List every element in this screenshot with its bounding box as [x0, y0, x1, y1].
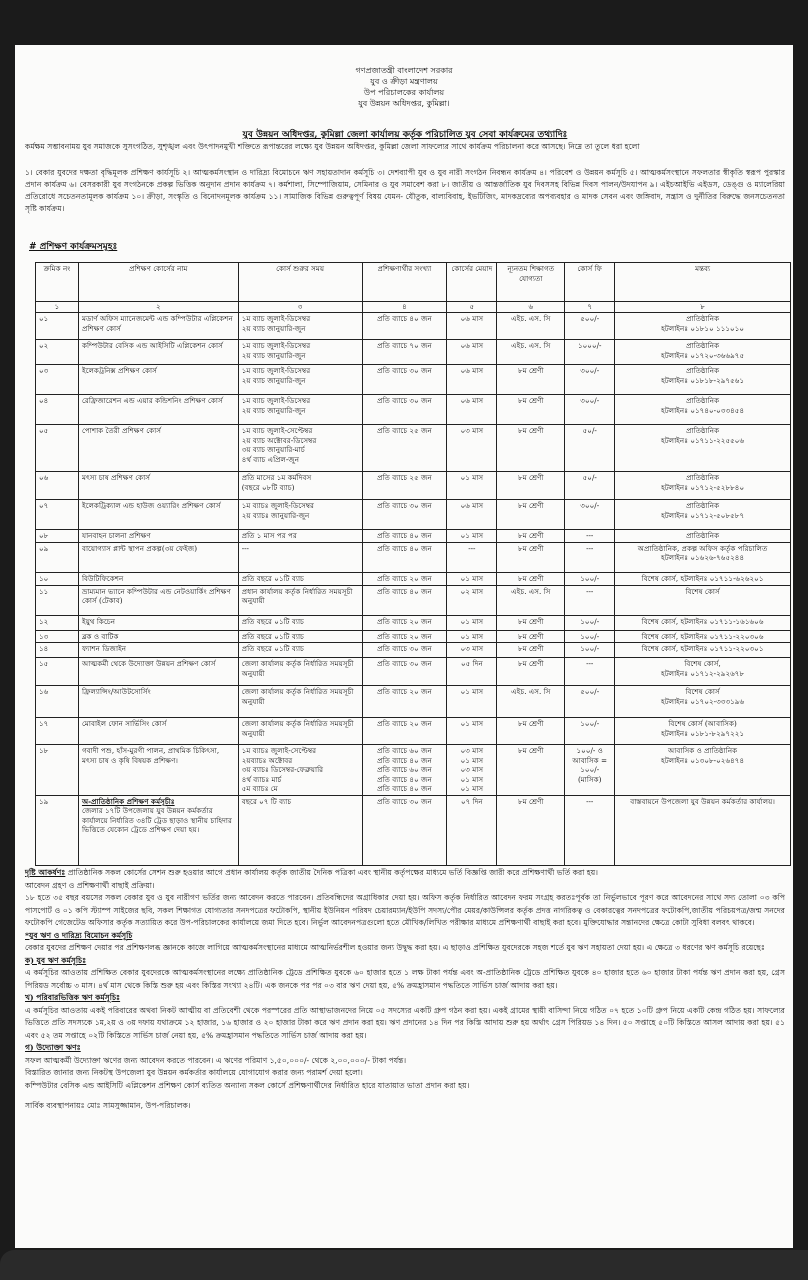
course-name-cell: ইলেকট্রনিক্স প্রশিক্ষণ কোর্স: [78, 365, 238, 395]
serial-cell: ১৩: [36, 630, 79, 643]
table-row: [36, 615, 791, 630]
course-name-cell: ভ্রাম্যমান ভ্যানে কম্পিউটার এন্ড নেটওয়ার্কিং প্রশিক্ষণ কোর্স (টেকাব): [78, 585, 238, 615]
course-name-cell: বায়োগ্যাস প্লান্ট স্থাপন প্রকল্প(৩য় ফেইজ): [78, 542, 238, 572]
course-name-cell: ফ্যাশন ডিজাইন: [78, 643, 238, 658]
min-qualification-cell: এইচ. এস. সি: [497, 585, 565, 615]
course-fee-cell: ১০০/-: [565, 572, 615, 585]
remarks-cell: প্রাতিষ্ঠানিক: [615, 530, 791, 543]
start-time-cell: বছরে ০৭ টি ব্যাচ: [238, 795, 362, 865]
column-number: ৬: [497, 302, 565, 313]
course-fee-cell: ১০০/-: [565, 643, 615, 658]
serial-cell: ০৭: [36, 500, 79, 530]
remarks-cell: বিশেষ কোর্স, হটলাইনঃ ০১৭১১-২২০৩০৬: [615, 630, 791, 643]
column-header: ক্রমিক নং: [36, 263, 79, 302]
serial-cell: ১৮: [36, 745, 79, 796]
remarks-cell: বিশেষ কোর্স, হটলাইনঃ ০১৭১১-২২০৩০১: [615, 643, 791, 658]
course-name-cell: ফ্রিল্যান্সিং/আউটসোর্সিং: [78, 686, 238, 718]
serial-cell: ১৪: [36, 643, 79, 658]
serial-cell: ০৩: [36, 365, 79, 395]
remarks-cell: বিশেষ কোর্স (আবাসিক) হটলাইনঃ ০১৮১-৮২৯৭২২১: [615, 718, 791, 745]
course-fee-cell: ৫০/-: [565, 472, 615, 500]
start-time-cell: ১ম ব্যাচ জুলাই-সেপ্টেম্বর ২য় ব্যাচ অক্টোবর-ডিসেম্বর ৩য় ব্যাচ জানুয়ারি-মার্চ ৪র্থ ব্যাচ এপ্রিল-জুন: [238, 425, 362, 472]
column-header: ন্যূনতম শিক্ষাগত যোগ্যতা: [497, 263, 565, 302]
duration-cell: ০৬ মাস: [447, 500, 497, 530]
table-column-number-row: [36, 302, 791, 313]
min-qualification-cell: ৮ম শ্রেণী: [497, 500, 565, 530]
trainee-count-cell: প্রতি ব্যাচে ৪০ জন: [362, 585, 447, 615]
start-time-cell: ১ম ব্যাচঃ জুলাই-সেপ্টেম্বর ২য়ব্যাচঃ অক্টোবর ৩য় ব্যাচঃ ডিসেম্বর-ফেব্রুয়ারি ৪র্থ ব্যাচঃ মার্চ ৫ম ব্যাচঃ মে: [238, 745, 362, 796]
start-time-cell: জেলা কার্যালয় কর্তৃক নির্ধারিত সময়সূচী অনুযায়ী: [238, 686, 362, 718]
course-name-cell: পোশাক তৈরী প্রশিক্ষণ কোর্স: [78, 425, 238, 472]
start-time-cell: প্রধান কার্যালয় কর্তৃক নির্ধারিত সময়সূচী অনুযায়ী: [238, 585, 362, 615]
remarks-cell: বিশেষ কোর্স, হটলাইনঃ ০১৭১১-৬২৬২০১: [615, 572, 791, 585]
duration-cell: ০৩ মাস: [447, 425, 497, 472]
serial-cell: ১৬: [36, 686, 79, 718]
remarks-cell: বাস্তবায়নে উপজেলা যুব উন্নয়ন কর্মকর্তার কার্যালয়।: [615, 795, 791, 865]
remarks-cell: প্রাতিষ্ঠানিক হটলাইনঃ ০১৭১১-২২৫৫০৬: [615, 425, 791, 472]
start-time-cell: জেলা কার্যালয় কর্তৃক নির্ধারিত সময়সূচী অনুযায়ী: [238, 658, 362, 686]
intro-paragraph: কর্মক্ষম সম্ভাবনাময় যুব সমাজকে সুসংগঠিত, সুশৃঙ্খল এবং উৎপাদনমুখী শক্তিতে রূপান্তরের লক্ষ্যে যুব উন্নয়ন অধিদপ্তর, কুমিল্লা জেলা সাফল্যের সাথে কার্যক্রম পরিচালনা করে আসছে। নিম্নে তা তুলে ধরা হলো: [25, 142, 640, 151]
min-qualification-cell: ৮ম শ্রেণী: [497, 572, 565, 585]
table-row: [36, 530, 791, 543]
duration-cell: ০১ মাস: [447, 472, 497, 500]
course-name-cell: মোবাইল ফোন সার্ভিসিং কোর্স: [78, 718, 238, 745]
trainee-count-cell: প্রতি ব্যাচে ৩০ জন: [362, 658, 447, 686]
min-qualification-cell: ৮ম শ্রেণী: [497, 542, 565, 572]
duration-cell: ০৩ মাস: [447, 643, 497, 658]
remarks-cell: প্রাতিষ্ঠানিক হটলাইনঃ ০১৭৪০-০৩৩৪৫৪: [615, 395, 791, 425]
course-name-cell: গবাদী পশু, হাঁস-মুরগী পালন, প্রাথমিক চিকিৎসা, মৎস্য চাষ ও কৃষি বিষয়ক প্রশিক্ষণ।: [78, 745, 238, 796]
table-body: [36, 313, 791, 866]
serial-cell: ০৫: [36, 425, 79, 472]
course-fee-cell: ---: [565, 795, 615, 865]
serial-cell: ১০: [36, 572, 79, 585]
letterhead: [15, 65, 793, 109]
govt-name: গণপ্রজাতন্ত্রী বাংলাদেশ সরকার: [355, 66, 453, 75]
table-row: [36, 340, 791, 365]
course-fee-cell: ---: [565, 585, 615, 615]
course-fee-cell: ---: [565, 658, 615, 686]
course-name-cell: ইয়ুথ কিচেন: [78, 615, 238, 630]
table-row: [36, 425, 791, 472]
course-name-cell: [78, 795, 238, 865]
duration-cell: ০৬ মাস: [447, 365, 497, 395]
remarks-cell: প্রাতিষ্ঠানিক হটলাইনঃ ০১৮১৮-২৯৭৫৬১: [615, 365, 791, 395]
course-fee-cell: ---: [565, 530, 615, 543]
column-header: কোর্স শুরুর সময়: [238, 263, 362, 302]
trainee-count-cell: প্রতি ব্যাচে ২০ জন: [362, 718, 447, 745]
course-name-cell: মৎস্য চাষ প্রশিক্ষণ কোর্স: [78, 472, 238, 500]
serial-cell: ০১: [36, 313, 79, 340]
duration-cell: ০৬ মাস: [447, 340, 497, 365]
table-row: [36, 472, 791, 500]
course-fee-cell: ৩০০/-: [565, 500, 615, 530]
course-name-cell: ব্লক ও বাটিক: [78, 630, 238, 643]
start-time-cell: প্রতি বছরে ০১টি ব্যাচ: [238, 615, 362, 630]
duration-cell: ০২ মাস: [447, 585, 497, 615]
trainee-count-cell: প্রতি ব্যাচে ৩০ জন: [362, 365, 447, 395]
serial-cell: ১৭: [36, 718, 79, 745]
column-number: ৭: [565, 302, 615, 313]
trainee-count-cell: প্রতি ব্যাচে ২৫ জন: [362, 425, 447, 472]
duration-cell: ০১ মাস: [447, 630, 497, 643]
family-loan-text: এ কর্মসূচির আওতায় একই পরিবারের অথবা নিকট আত্মীয় বা প্রতিবেশী থেকে পরস্পরের প্রতি আস্থাভাজনদের নিয়ে ০৫ সদস্যের একটি গ্রুপ গঠন করা হয়। একই গ্রামের স্থায়ী বাসিন্দা নিয়ে গঠিত ০৭ হতে ১০টি গ্রুপ নিয়ে একটি কেন্দ্র গঠিত হয়। সাফল্যের ভিত্তিতে প্রতি সদস্যকে ১ম,২য় ও ৩য় দফায় যথাক্রমে ১২ হাজার, ১৬ হাজার ও ২০ হাজার টাকা করে ঋণ প্রদান করা হয়। ঋণ প্রদানের ১৪ দিন পর কিস্তি আদায় শুরু হয় অর্থাৎ গ্রেস পিরিয়ড ১৪ দিন। ৫০ সপ্তাহে ৫০টি কিস্তিতে আসল আদায় করা হয়। ৫১ এবং ৫২ তম সপ্তাহে ০২টি কিস্তিতে সার্ভিস চার্জ নেয়া হয়, ৫% ক্রমহ্রাসমান পদ্ধতিতে সার্ভিস চার্জ আদায় করা হয়।: [25, 1005, 786, 1040]
family-loan-heading: খ) পরিবারভিত্তিক ঋণ কর্মসূচিঃ: [25, 993, 121, 1002]
column-number: ৩: [238, 302, 362, 313]
remarks-cell: প্রাতিষ্ঠানিক হটলাইনঃ ০১৭১২-৫২৮৮৪০: [615, 472, 791, 500]
start-time-cell: ---: [238, 542, 362, 572]
table-row: [36, 745, 791, 796]
course-name-cell: রেফ্রিজারেশন এন্ড এয়ার কন্ডিশনিং প্রশিক্ষণ কোর্স: [78, 395, 238, 425]
min-qualification-cell: ৮ম শ্রেণী: [497, 365, 565, 395]
remarks-cell: বিশেষ কোর্স, হটলাইনঃ ০১৭১১-১৬১৬০৬: [615, 615, 791, 630]
table-row: [36, 630, 791, 643]
serial-cell: ১২: [36, 615, 79, 630]
course-fee-cell: ৫০০/-: [565, 313, 615, 340]
course-name-cell: যানবাহন চালনা প্রশিক্ষণ: [78, 530, 238, 543]
remarks-cell: প্রাতিষ্ঠানিক হটলাইনঃ ০১৭১২-৫০৮৫৮৭: [615, 500, 791, 530]
course-name-cell: মডার্ণ অফিস ম্যানেজমেন্ট এন্ড কম্পিউটার এপ্লিকেশন প্রশিক্ষণ কোর্স: [78, 313, 238, 340]
trainee-count-cell: প্রতি ব্যাচে ৩০ জন: [362, 643, 447, 658]
min-qualification-cell: এইচ. এস. সি: [497, 340, 565, 365]
remarks-cell: বিশেষ কোর্স হটলাইনঃ ০১৭০২-৩৩৩১৯৬: [615, 686, 791, 718]
start-time-cell: ১ম ব্যাচ জুলাই-ডিসেম্বর ২য় ব্যাচ জানুয়ারি-জুন: [238, 340, 362, 365]
trainee-count-cell: প্রতি ব্যাচে ৩০ জন: [362, 795, 447, 865]
course-fee-cell: ৫০০/-: [565, 686, 615, 718]
start-time-cell: প্রতি মাসের ১ম কর্মদিবস (বছরে ০৮টি ব্যাচ): [238, 472, 362, 500]
duration-cell: ০১ মাস: [447, 615, 497, 630]
table-row: [36, 643, 791, 658]
start-time-cell: প্রতি বছরে ০১টি ব্যাচ: [238, 630, 362, 643]
office-name: উপ পরিচালকের কার্যালয়: [363, 88, 445, 97]
footer-notes: [25, 867, 785, 1113]
trainee-count-cell: প্রতি ব্যাচে ৪০ জন: [362, 313, 447, 340]
remarks-cell: প্রাতিষ্ঠানিক হটলাইনঃ ০১৮১০ ১১১০১০: [615, 313, 791, 340]
section-title-training: # প্রশিক্ষণ কার্যক্রমসমূহঃ: [29, 242, 118, 252]
column-number: ১: [36, 302, 79, 313]
remarks-cell: বিশেষ কোর্স: [615, 585, 791, 615]
training-table: [35, 262, 791, 866]
trainee-count-cell: প্রতি ব্যাচে ৩০ জন: [362, 395, 447, 425]
document-page: [15, 45, 793, 1248]
apply-text: ১৮ হতে ৩৫ বছর বয়সের সকল বেকার যুব ও যুব নারীগণ ভর্তির জন্য আবেদন করতে পারবেন। প্রতিবন্ধিদের অগ্রাধিকার দেয়া হয়। অফিস কর্তৃক নির্ধারিত আবেদন ফরম সংগ্রহ করতঃপূর্বক তা নির্ভুলভাবে পূরণ করে আবেদনের সাথে সদ্য তোলা ০৩ কপি পাসপোর্ট ও ০১ কপি স্ট্যাম্প সাইজের ছবি, সকল শিক্ষাগত যোগ্যতার সনদপত্রের ফটোকপি, স্থানীয় ইউনিয়ন পরিষদ চেয়ারম্যান/ইউপি সদস্য/পৌর মেয়র/কাউন্সিলর কর্তৃক প্রদত্ত নাগরিকত্ব ও বেকারত্বের সনদপত্রের ফটোকপি,জাতীয় পরিচয়পত্র/জন্ম সনদের ফটোকপি গেজেটেড অফিসার কর্তৃক সত্যায়িত করে উপ-পরিচালকের কার্যালয়ে জমা দিতে হবে। নির্ভুল আবেদনপত্রগুলো হতে মৌখিক/লিখিত পরীক্ষার মাধ্যমে প্রশিক্ষণার্থী বাছাই করা হবে। মুক্তিযোদ্ধার সন্তানদের ক্ষেত্রে কোটা সুবিধা বলবৎ থাকবে।: [25, 893, 785, 927]
duration-cell: ০১ মাস: [447, 718, 497, 745]
course-fee-cell: ১০০/-: [565, 718, 615, 745]
column-number: ৪: [362, 302, 447, 313]
department-name: যুব উন্নয়ন অধিদপ্তর, কুমিল্লা।: [358, 99, 450, 108]
duration-cell: ০৬ মাস: [447, 313, 497, 340]
course-name-cell: বিউটিফিকেশন: [78, 572, 238, 585]
course-fee-cell: ৫০/-: [565, 425, 615, 472]
table-row: [36, 718, 791, 745]
loan-text: বেকার যুবদের প্রশিক্ষণ দেয়ার পর প্রশিক্ষণলব্ধ জ্ঞানকে কাজে লাগিয়ে আত্মকর্মসংস্থানের মাধ্যমে আত্মনির্ভরশীল হওয়ার জন্য উদ্বুদ্ধ করা হয়। এ ছাড়াও প্রশিক্ষিত যুবদেরকে সহজ শর্তে যুব ঋণ সহায়তা দেয়া হয়। এ ক্ষেত্রে ৩ ধরণের ঋণ কর্মসূচি রয়েছেঃ: [25, 943, 765, 952]
youth-loan-text: এ কর্মসূচির আওতায় প্রশিক্ষিত বেকার যুবদেরকে আত্মকর্মসংস্থানের লক্ষ্যে প্রাতিষ্ঠানিক ট্রেডে প্রশিক্ষিত যুবকে ৬০ হাজার হতে ১ লক্ষ টাকা পর্যন্ত এবং অ-প্রাতিষ্ঠানিক ট্রেডে প্রশিক্ষিত যুবকে ৪০ হাজার হতে ৬০ হাজার টাকা পর্যন্ত ঋণ প্রদান করা হয়, গ্রেস পিরিয়ড সর্বোচ্চ ৩ মাস। ৪র্থ মাস থেকে কিস্তি শুরু হয় এবং কিস্তির সংখ্যা ২৪টি। এক জনকে পর পর ০৩ বার ঋণ দেয়া হয়, ৫% ক্রমহ্রাসমান পদ্ধতিতে সার্ভিস চার্জ আদায় করা হয়।: [25, 968, 785, 990]
loan-heading: *যুব ঋণ ও দারিদ্র্য বিমোচন কর্মসূচি: [25, 930, 133, 940]
course-fee-cell: ১০০/-: [565, 615, 615, 630]
duration-cell: ০৬ মাস: [447, 395, 497, 425]
duration-cell: ০৩ মাস ০১ মাস ০৩ মাস ০১ মাস ০১ মাস: [447, 745, 497, 796]
table-row: [36, 585, 791, 615]
start-time-cell: প্রতি ১ মাস পর পর: [238, 530, 362, 543]
min-qualification-cell: ৮ম শ্রেণী: [497, 630, 565, 643]
ministry-name: যুব ও ক্রীড়া মন্ত্রণালয়: [370, 77, 438, 86]
trainee-count-cell: প্রতি ব্যাচে ২০ জন: [362, 572, 447, 585]
column-number: ৫: [447, 302, 497, 313]
remarks-cell: প্রাতিষ্ঠানিক হটলাইনঃ ০১৭২০-৩৬৬৯৭৫: [615, 340, 791, 365]
column-number: ২: [78, 302, 238, 313]
trainee-count-cell: প্রতি ব্যাচে ৪০ জন: [362, 542, 447, 572]
allowance-text: কম্পিউটার বেসিক এন্ড আইসিটি এপ্লিকেশন প্রশিক্ষণ কোর্স ব্যতিত অন্যান্য সকল কোর্সে প্রশিক্ষণার্থীদের নির্ধারিত হারে যাতায়াত ভাতা প্রদান করা হয়।: [25, 1080, 470, 1090]
start-time-cell: ১ম ব্যাচ জুলাই-ডিসেম্বর ২য় ব্যাচ জানুয়ারি-জুন: [238, 365, 362, 395]
column-header: কোর্সের মেয়াদ: [447, 263, 497, 302]
serial-cell: ১৫: [36, 658, 79, 686]
table-row: [36, 365, 791, 395]
table-row: [36, 500, 791, 530]
course-fee-cell: ৩০০/-: [565, 365, 615, 395]
serial-cell: ০২: [36, 340, 79, 365]
course-fee-cell: ৩০০/-: [565, 395, 615, 425]
attention-text: প্রাতিষ্ঠানিক সকল কোর্সের সেশন শুরু হওয়ার আগে প্রধান কার্যালয় কর্তৃক জাতীয় দৈনিক পত্রিকা এবং স্থানীয় কর্তৃপক্ষের মাধ্যমে ভর্তি বিজ্ঞপ্তি জারী করে প্রশিক্ষণার্থী ভর্তি করা হয়।: [67, 868, 598, 877]
column-number: ৮: [615, 302, 791, 313]
start-time-cell: ১ম ব্যাচ জুলাই-ডিসেম্বর ২য় ব্যাচ জানুয়ারি-জুন: [238, 395, 362, 425]
serial-cell: ০৪: [36, 395, 79, 425]
table-row: [36, 572, 791, 585]
start-time-cell: প্রতি বছরে ০১টি ব্যাচ: [238, 572, 362, 585]
start-time-cell: ১ম ব্যাচ জুলাই-ডিসেম্বর ২য় ব্যাচ জানুয়ারি-জুন: [238, 313, 362, 340]
entrepreneur-loan-text: সফল আত্মকর্মী উদ্যোক্তা ঋণের জন্য আবেদন করতে পারবেন। এ ঋণের পরিমাণ ১,৫০,০০০/- থেকে ২,০০,০০০/- টাকা পর্যন্ত।: [25, 1055, 407, 1065]
serial-cell: ০৯: [36, 542, 79, 572]
min-qualification-cell: ৮ম শ্রেণী: [497, 745, 565, 796]
table-row: [36, 542, 791, 572]
remarks-cell: আবাসিক ও প্রাতিষ্ঠানিক হটলাইনঃ ০১৩০৮-০২৬৪৭৪: [615, 745, 791, 796]
course-name-cell: ইলেকট্রিক্যাল এন্ড হাউজ ওয়্যারিং প্রশিক্ষণ কোর্স: [78, 500, 238, 530]
column-header: মন্তব্য: [615, 263, 791, 302]
min-qualification-cell: এইচ. এস. সি: [497, 313, 565, 340]
column-header: প্রশিক্ষণার্থীর সংখ্যা: [362, 263, 447, 302]
table-row: [36, 313, 791, 340]
trainee-count-cell: প্রতি ব্যাচে ৪০ জন: [362, 530, 447, 543]
start-time-cell: প্রতি বছরে ০১টি ব্যাচ: [238, 643, 362, 658]
non-institutional-text: জেলার ১৭টি উপজেলায় যুব উন্নয়ন কর্মকর্তার কার্যালয়ে নির্ধারিত ৩৪টি ট্রেড ছাড়াও স্থানীয় চাহিদার ভিত্তিতে যেকোন ট্রেডে প্রশিক্ষণ দেয়া হয়।: [81, 806, 232, 834]
start-time-cell: ১ম ব্যাচঃ জুলাই-ডিসেম্বর ২য় ব্যাচঃ জানুয়ারি-জুন: [238, 500, 362, 530]
youth-loan-heading: ক) যুব ঋণ কর্মসূচিঃ: [25, 955, 87, 965]
attention-note: [25, 867, 785, 880]
entrepreneur-loan-heading: গ) উদ্যোক্তা ঋণঃ: [25, 1043, 81, 1052]
duration-cell: ০৭ দিন: [447, 795, 497, 865]
trainee-count-cell: প্রতি ব্যাচে ৬০ জন প্রতি ব্যাচে ৪০ জন প্রতি ব্যাচে ৬০ জন প্রতি ব্যাচে ৪০ জন প্রতি ব্যাচে ৪০ জন: [362, 745, 447, 796]
trainee-count-cell: প্রতি ব্যাচে ৭০ জন: [362, 340, 447, 365]
min-qualification-cell: ৮ম শ্রেণী: [497, 718, 565, 745]
serial-cell: ১১: [36, 585, 79, 615]
duration-cell: ০৫ দিন: [447, 658, 497, 686]
course-name-cell: কম্পিউটার বেসিক এন্ড আইসিটি এপ্লিকেশন কোর্স: [78, 340, 238, 365]
duration-cell: ০১ মাস: [447, 530, 497, 543]
programs-paragraph: ১। বেকার যুবদের দক্ষতা বৃদ্ধিমূলক প্রশিক্ষণ কার্যসূচি ২। আত্মকর্মসংস্থান ও দারিদ্র্য বিমোচনে ঋণ সহায়তাদান কর্মসূচি ৩। দেশব্যাপী যুব ও যুব নারী সংগঠন নিবন্ধন কার্যক্রম ৪। পরিবেশ ও উন্নয়ন কর্মসূচি ৫। আত্মকর্মসংস্থানে সফলতার স্বীকৃতি স্বরূপ পুরস্কার প্রদান কার্যক্রম ৬। বেসরকারী যুব সংগঠনকে প্রকল্প ভিত্তিক অনুদান প্রদান কার্যক্রম ৭। কর্মশালা, সিম্পোজিয়াম, সেমিনার ও যুব সমাবেশ করা ৮। জাতীয় ও আন্তর্জাতিক যুব দিবসসহ বিভিন্ন দিবস পালন/উদযাপন ৯। এইচআইভি এইডস, ডেঙ্গু ও ম্যালেরিয়া প্রতিরোধে সচেতনতামূলক কার্যক্রম ১০। ক্রীড়া, সংস্কৃতি ও বিনোদনমূলক কার্যক্রম ১১। সামাজিক বিভিন্ন গুরুত্বপূর্ণ বিষয় যেমন- যৌতুক, বাল্যবিবাহ, ইভটিজিং, মাদকদ্রব্যের অপব্যবহার ও মাদক সেবন এবং জঙ্গিবাদ, সন্ত্রাস ও দুর্নীতির বিরুদ্ধে জনসচেতনতা সৃষ্টি কার্যক্রম।: [25, 168, 785, 213]
table-row: [36, 395, 791, 425]
serial-cell: ০৬: [36, 472, 79, 500]
min-qualification-cell: ৮ম শ্রেণী: [497, 795, 565, 865]
apply-heading: আবেদন গ্রহণ ও প্রশিক্ষণার্থী বাছাই প্রক্রিয়া।: [25, 880, 155, 890]
min-qualification-cell: ৮ম শ্রেণী: [497, 425, 565, 472]
serial-cell: ১৯: [36, 795, 79, 865]
trainee-count-cell: প্রতি ব্যাচে ৩০ জন: [362, 500, 447, 530]
trainee-count-cell: প্রতি ব্যাচে ২৫ জন: [362, 472, 447, 500]
remarks-cell: বিশেষ কোর্স, হটলাইনঃ ০১৭১২-২৯২৬৭৮: [615, 658, 791, 686]
course-fee-cell: ১০০০/-: [565, 340, 615, 365]
min-qualification-cell: ৮ম শ্রেণী: [497, 658, 565, 686]
non-institutional-heading: অ-প্রাতিষ্ঠানিক প্রশিক্ষণ কর্মসূচীঃ: [81, 796, 175, 806]
course-fee-cell: ---: [565, 542, 615, 572]
table-row: [36, 686, 791, 718]
column-header: প্রশিক্ষণ কোর্সের নাম: [78, 263, 238, 302]
min-qualification-cell: ৮ম শ্রেণী: [497, 530, 565, 543]
document-title: যুব উন্নয়ন অধিদপ্তর, কুমিল্লা জেলা কার্যালয় কর্তৃক পরিচালিত যুব সেবা কার্যক্রমের তথ্যাদিঃ: [242, 130, 568, 140]
table-row: [36, 658, 791, 686]
column-header: কোর্স ফি: [565, 263, 615, 302]
attention-label: দৃষ্টি আকর্ষণঃ: [25, 868, 66, 877]
course-fee-cell: ১০০/-: [565, 630, 615, 643]
table-header-row: [36, 263, 791, 302]
trainee-count-cell: প্রতি ব্যাচে ২০ জন: [362, 630, 447, 643]
duration-cell: ০১ মাস: [447, 686, 497, 718]
start-time-cell: জেলা কার্যালয় কর্তৃক নির্ধারিত সময়সূচী অনুযায়ী: [238, 718, 362, 745]
course-name-cell: আত্মকর্মী থেকে উদ্যোক্তা উন্নয়ন প্রশিক্ষণ কোর্স: [78, 658, 238, 686]
duration-cell: ০১ মাস: [447, 572, 497, 585]
min-qualification-cell: ৮ম শ্রেণী: [497, 395, 565, 425]
serial-cell: ০৮: [36, 530, 79, 543]
signature-line: সার্বিক ব্যবস্থাপনায়ঃ মোঃ সামসুজ্জামান, উপ-পরিচালক।: [25, 1101, 191, 1110]
background-surface: [0, 1250, 808, 1280]
remarks-cell: অপ্রাতিষ্ঠানিক, প্রকল্প অফিস কর্তৃক পরিচালিত হটলাইনঃ ০১৬২৬-৭৬৫২৪৪: [615, 542, 791, 572]
min-qualification-cell: ৮ম শ্রেণী: [497, 615, 565, 630]
min-qualification-cell: এইচ. এস. সি: [497, 686, 565, 718]
table-row: [36, 795, 791, 865]
course-fee-cell: ১০০/- ও আবাসিক = ১০০/- (মাসিক): [565, 745, 615, 796]
min-qualification-cell: ৮ম শ্রেণী: [497, 472, 565, 500]
min-qualification-cell: ৮ম শ্রেণী: [497, 643, 565, 658]
advice-text: বিস্তারিত জানার জন্য নিকটস্থ উপজেলা যুব উন্নয়ন কর্মকর্তার কার্যালয়ে যোগাযোগ করার জন্য পরামর্শ দেয়া হলো।: [25, 1068, 363, 1077]
duration-cell: ---: [447, 542, 497, 572]
trainee-count-cell: প্রতি ব্যাচে ২০ জন: [362, 686, 447, 718]
trainee-count-cell: প্রতি ব্যাচে ২০ জন: [362, 615, 447, 630]
